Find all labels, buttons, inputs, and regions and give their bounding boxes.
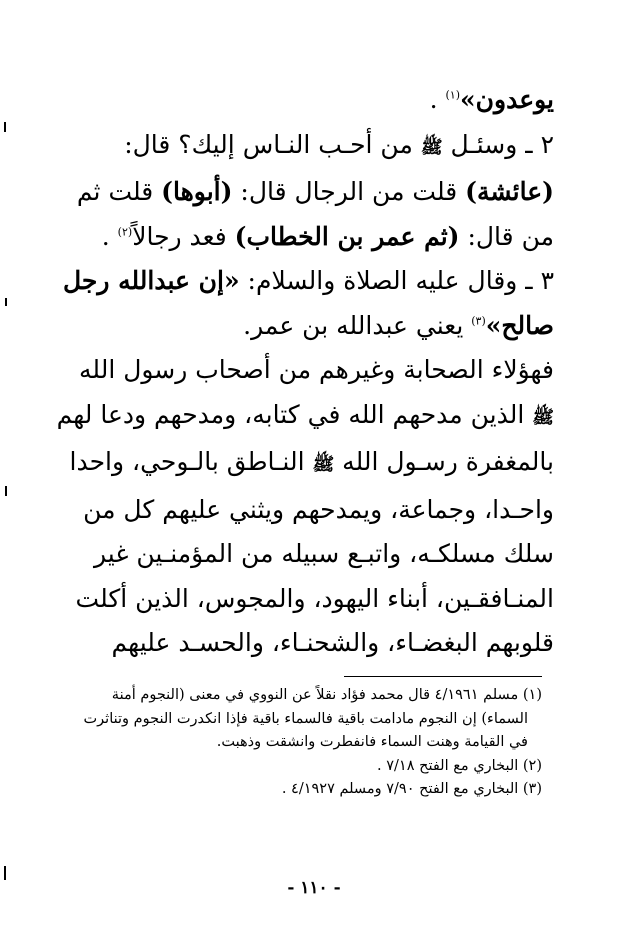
text-segment: قلوبهم البغضـاء، والشحنـاء، والحسـد عليهم	[111, 628, 554, 657]
text-segment: (ثم عمر بن الخطاب)	[234, 221, 460, 251]
footnote-marker: (٣)	[471, 314, 486, 328]
salawat-glyph: ﷺ	[532, 406, 554, 428]
footnote-marker: (١)	[445, 88, 461, 102]
text-line	[34, 532, 554, 577]
text-segment: صالح»	[485, 310, 554, 340]
text-line	[34, 123, 554, 171]
footnote-line: (١) مسلم ٤/١٩٦١ قال محمد فؤاد نقلاً عن النووي في معنى (النجوم أمنة	[111, 687, 542, 703]
footnote-line: السماء) إن النجوم مادامت باقية فالسماء باقية فإذا انكدرت النجوم وتناثرت	[83, 710, 528, 727]
text-segment: يعني عبدالله بن عمر.	[243, 310, 472, 340]
text-segment: .	[101, 221, 118, 251]
text-segment: .	[429, 85, 446, 114]
text-segment: سلك مسلكـه، واتبـع سبيله من المؤمنـين غير	[93, 539, 554, 568]
main-text	[34, 78, 554, 666]
text-segment: بالمغفرة رسـول الله	[334, 447, 554, 476]
text-line	[34, 621, 554, 666]
text-line	[34, 78, 554, 123]
text-segment: فهؤلاء الصحابة وغيرهم من أصحاب رسول الله	[79, 355, 554, 384]
text-line	[34, 488, 554, 533]
salawat-glyph: ﷺ	[312, 454, 335, 475]
text-segment: «إن عبدالله رجل	[62, 266, 240, 295]
text-segment: ٣ ـ وقال عليه الصلاة والسلام:	[239, 266, 554, 295]
text-segment: واحـدا، وجماعة، ويمدحهم ويثني عليهم كل من	[83, 494, 554, 524]
text-segment: النـاطق بالـوحي، واحدا	[69, 447, 313, 476]
text-line	[34, 393, 554, 441]
footnote-divider	[344, 676, 542, 677]
footnotes	[38, 684, 542, 802]
text-line	[34, 259, 554, 304]
page-number: - ١١٠ -	[287, 878, 341, 898]
text-segment: فعد رجالاً	[132, 221, 235, 251]
text-segment: ٢ ـ وسئـل	[442, 129, 554, 159]
text-line	[34, 215, 554, 260]
text-segment: (أبوها)	[161, 177, 233, 206]
text-segment: قلت من الرجال قال:	[232, 177, 466, 206]
footnote-marker: (٢)	[117, 225, 133, 239]
margin-mark-top	[4, 122, 6, 132]
text-segment: المنـافقـين، أبناء اليهود، والمجوس، الذين أكلت	[75, 583, 554, 613]
margin-mark-middle	[5, 298, 7, 306]
text-line	[34, 577, 554, 622]
text-line	[34, 348, 554, 393]
text-segment: (عائشة)	[465, 177, 554, 206]
text-segment: الذين مدحهم الله في كتابه، ومدحهم ودعا لهم	[56, 399, 533, 429]
margin-mark-lower	[5, 486, 7, 496]
text-line	[34, 440, 554, 488]
salawat-glyph: ﷺ	[420, 136, 443, 158]
text-line	[34, 170, 554, 215]
text-segment: من أحـب النـاس إليك؟ قال:	[124, 129, 421, 159]
text-segment: من قال:	[459, 221, 554, 251]
footnote-line: (٢) البخاري مع الفتح ٧/١٨ .	[377, 757, 542, 774]
footnote-line: (٣) البخاري مع الفتح ٧/٩٠ ومسلم ٤/١٩٢٧ .	[281, 781, 542, 797]
text-segment: قلت ثم	[76, 177, 162, 206]
text-line	[34, 304, 554, 349]
text-segment: يوعدون»	[460, 85, 554, 114]
footnote-line: في القيامة وهنت السماء فانفطرت وانشقت وذهبت.	[216, 734, 528, 750]
